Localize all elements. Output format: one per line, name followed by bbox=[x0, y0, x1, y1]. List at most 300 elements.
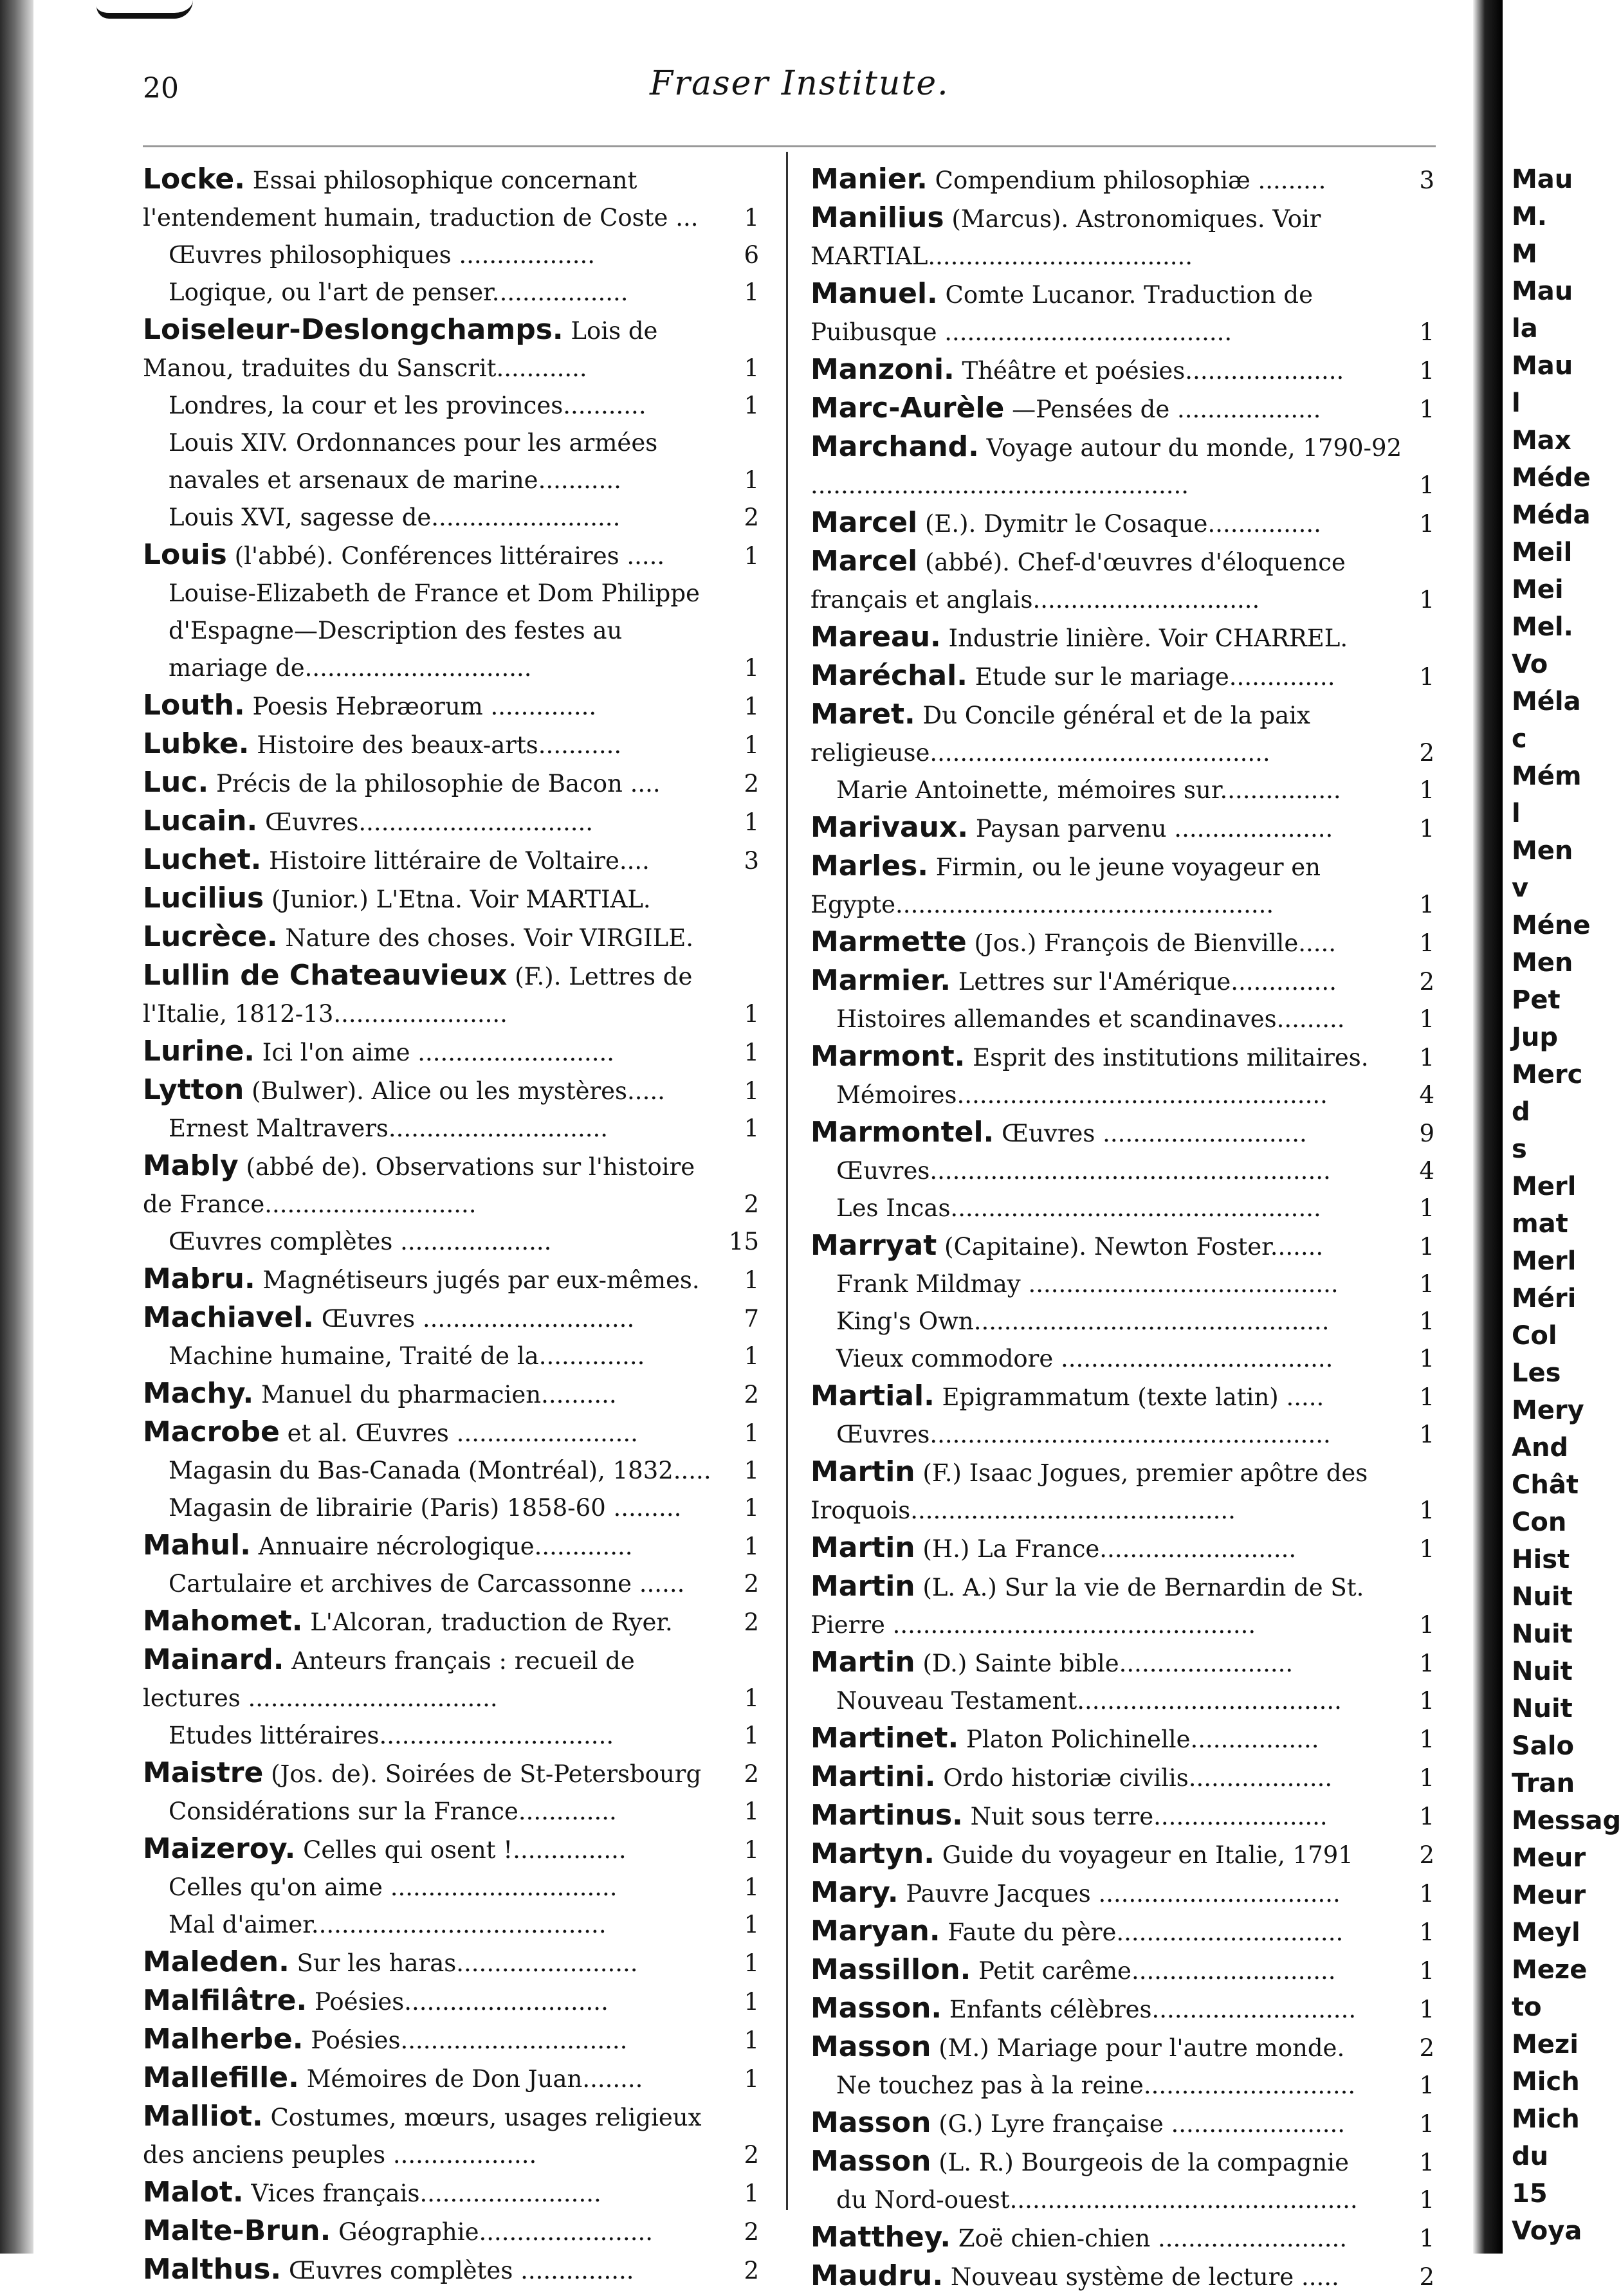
title-text: Paysan parvenu ..................... bbox=[975, 815, 1333, 843]
fragment-line: Mém bbox=[1512, 761, 1582, 791]
fragment-line: Mezi bbox=[1512, 2030, 1579, 2059]
catalog-entry bbox=[143, 2059, 759, 2098]
catalog-entry bbox=[811, 1416, 1434, 1453]
fragment-line: Meil bbox=[1512, 538, 1573, 567]
catalog-entry bbox=[143, 803, 759, 841]
fragment-line: to bbox=[1512, 1992, 1542, 2022]
volume-count: 1 bbox=[744, 1949, 759, 1977]
title-text: Marie Antoinette, mémoires sur................ bbox=[836, 776, 1341, 804]
volume-count: 1 bbox=[1419, 2186, 1434, 2214]
fragment-line: Mau bbox=[1512, 351, 1573, 381]
volume-count: 1 bbox=[744, 1494, 759, 1522]
catalog-entry bbox=[811, 2219, 1434, 2257]
title-text: Londres, la cour et les provinces........... bbox=[169, 392, 646, 419]
author-name: Marmette bbox=[811, 925, 967, 958]
author-name: Malherbe. bbox=[143, 2023, 304, 2055]
author-name: Marryat bbox=[811, 1229, 937, 1262]
title-text: Firmin, ou le jeune voyageur en Egypte.................................................. bbox=[811, 853, 1321, 918]
title-text: Œuvres philosophiques .................. bbox=[169, 241, 596, 269]
catalog-entry bbox=[143, 1565, 759, 1603]
title-text: Platon Polichinelle................. bbox=[966, 1726, 1319, 1753]
title-text: Petit carême........................... bbox=[978, 1957, 1336, 1985]
volume-count: 1 bbox=[1419, 1918, 1434, 1946]
volume-count: 7 bbox=[744, 1305, 759, 1333]
fragment-line: Mery bbox=[1512, 1396, 1584, 1425]
catalog-entry bbox=[143, 1754, 759, 1793]
catalog-entry bbox=[143, 1414, 759, 1452]
title-text: L'Alcoran, traduction de Ryer. bbox=[310, 1608, 673, 1636]
fragment-line: l bbox=[1512, 799, 1521, 828]
volume-count: 1 bbox=[744, 354, 759, 382]
fragment-line: Méne bbox=[1512, 911, 1591, 940]
volume-count: 3 bbox=[744, 847, 759, 875]
book-spine bbox=[1473, 0, 1503, 2254]
fragment-line: Meyl bbox=[1512, 1918, 1580, 1947]
fragment-line: Méde bbox=[1512, 463, 1591, 493]
author-name: Martial. bbox=[811, 1380, 935, 1412]
author-name: Manier. bbox=[811, 163, 928, 196]
title-text: (F.). Lettres de l'Italie, 1812-13....................... bbox=[143, 963, 693, 1028]
author-name: Mahul. bbox=[143, 1529, 251, 1562]
volume-count: 1 bbox=[744, 1722, 759, 1749]
volume-count: 1 bbox=[1419, 396, 1434, 423]
title-text: Mémoires de Don Juan........ bbox=[306, 2065, 643, 2093]
catalog-entry bbox=[143, 274, 759, 311]
left-column bbox=[143, 161, 759, 2290]
volume-count: 1 bbox=[744, 1873, 759, 1901]
title-text: Lois de Manou, traduites du Sanscrit............ bbox=[143, 317, 658, 382]
catalog-entry bbox=[811, 1227, 1434, 1266]
title-text: (l'abbé). Conférences littéraires ..... bbox=[234, 542, 665, 570]
title-text: Voyage autour du monde, 1790-92 .................................................. bbox=[811, 434, 1402, 499]
title-text: Nuit sous terre....................... bbox=[970, 1803, 1328, 1830]
fragment-line: Max bbox=[1512, 426, 1571, 455]
catalog-entry bbox=[811, 1190, 1434, 1227]
volume-count: 1 bbox=[744, 2027, 759, 2054]
author-name: Mareau. bbox=[811, 621, 941, 653]
title-text: Celles qui osent !............... bbox=[303, 1836, 627, 1864]
volume-count: 1 bbox=[1419, 1957, 1434, 1985]
fragment-line: Meze bbox=[1512, 1955, 1588, 1985]
author-name: Maret. bbox=[811, 698, 915, 731]
catalog-entry bbox=[143, 237, 759, 274]
author-name: Mably bbox=[143, 1149, 239, 1182]
title-text: (Capitaine). Newton Foster....... bbox=[944, 1233, 1324, 1261]
author-name: Masson. bbox=[811, 1992, 942, 2025]
author-name: Manuel. bbox=[811, 277, 938, 310]
catalog-entry bbox=[143, 918, 722, 957]
catalog-entry bbox=[143, 2251, 759, 2290]
author-name: Maréchal. bbox=[811, 659, 967, 692]
title-text: Logique, ou l'art de penser.................. bbox=[169, 278, 628, 306]
author-name: Loiseleur-Deslongchamps. bbox=[143, 313, 563, 346]
catalog-entry bbox=[811, 772, 1434, 809]
title-text: —Pensées de ................... bbox=[1012, 396, 1321, 423]
catalog-entry bbox=[143, 1110, 759, 1147]
catalog-entry bbox=[143, 764, 759, 803]
title-text: Ici l'on aime .......................... bbox=[262, 1039, 615, 1066]
catalog-entry bbox=[143, 1982, 759, 2021]
volume-count: 1 bbox=[744, 654, 759, 682]
catalog-entry bbox=[811, 2104, 1434, 2143]
fragment-line: Nuit bbox=[1512, 1657, 1573, 1686]
volume-count: 1 bbox=[744, 466, 759, 494]
title-text: Histoire des beaux-arts........... bbox=[257, 731, 622, 759]
title-text: Ernest Maltravers............................. bbox=[169, 1115, 608, 1142]
author-name: Louth. bbox=[143, 689, 245, 722]
volume-count: 1 bbox=[1419, 891, 1434, 918]
volume-count: 2 bbox=[1419, 739, 1434, 767]
volume-count: 1 bbox=[1419, 1803, 1434, 1830]
fragment-line: Col bbox=[1512, 1321, 1557, 1351]
title-text: Magasin de librairie (Paris) 1858-60 ......... bbox=[169, 1494, 682, 1522]
volume-count: 1 bbox=[1419, 586, 1434, 614]
author-name: Malthus. bbox=[143, 2253, 282, 2286]
title-text: Louis XVI, sagesse de......................... bbox=[169, 504, 621, 531]
catalog-entry bbox=[143, 161, 759, 237]
author-name: Luchet. bbox=[143, 843, 262, 876]
title-text: Cartulaire et archives de Carcassonne ...... bbox=[169, 1570, 685, 1598]
volume-count: 1 bbox=[744, 1342, 759, 1370]
volume-count: 2 bbox=[744, 2257, 759, 2284]
catalog-entry bbox=[811, 696, 1434, 772]
catalog-entry bbox=[143, 1944, 759, 1982]
author-name: Marles. bbox=[811, 850, 929, 882]
fragment-line: Méda bbox=[1512, 500, 1591, 530]
fragment-line: Mei bbox=[1512, 575, 1564, 605]
fragment-line: Meur bbox=[1512, 1843, 1586, 1873]
catalog-entry bbox=[143, 1033, 759, 1071]
author-name: Lucain. bbox=[143, 805, 258, 837]
catalog-entry bbox=[811, 428, 1434, 504]
title-text: Compendium philosophiæ ......... bbox=[935, 167, 1326, 194]
volume-count: 1 bbox=[1419, 1880, 1434, 1908]
volume-count: 1 bbox=[1419, 1497, 1434, 1524]
volume-count: 4 bbox=[1419, 1081, 1434, 1109]
catalog-entry bbox=[811, 1644, 1434, 1682]
title-text: Anteurs français : recueil de lectures ................................. bbox=[143, 1647, 635, 1712]
catalog-entry bbox=[143, 725, 759, 764]
volume-count: 1 bbox=[1419, 2225, 1434, 2252]
title-text: Vieux commodore .................................... bbox=[836, 1345, 1333, 1372]
catalog-entry bbox=[811, 1153, 1434, 1190]
author-name: Mary. bbox=[811, 1876, 899, 1909]
catalog-entry bbox=[811, 1874, 1434, 1913]
volume-count: 1 bbox=[1419, 1194, 1434, 1222]
volume-count: 1 bbox=[1419, 357, 1434, 385]
catalog-entry bbox=[811, 619, 1415, 657]
catalog-entry bbox=[143, 1490, 759, 1527]
volume-count: 2 bbox=[1419, 1841, 1434, 1869]
volume-count: 1 bbox=[744, 204, 759, 232]
volume-count: 1 bbox=[744, 693, 759, 720]
volume-count: 1 bbox=[744, 1039, 759, 1066]
catalog-entry bbox=[143, 1906, 759, 1944]
catalog-entry bbox=[143, 1299, 759, 1338]
fragment-line: Men bbox=[1512, 836, 1573, 866]
fragment-line: Hist bbox=[1512, 1545, 1570, 1574]
volume-count: 1 bbox=[1419, 1307, 1434, 1335]
catalog-entry bbox=[143, 1261, 759, 1299]
catalog-entry bbox=[811, 2257, 1434, 2296]
volume-count: 1 bbox=[744, 542, 759, 570]
author-name: Marcel bbox=[811, 506, 918, 539]
title-text: Nouveau Testament................................... bbox=[836, 1687, 1342, 1715]
volume-count: 1 bbox=[744, 1836, 759, 1864]
catalog-entry bbox=[143, 575, 759, 687]
fragment-line: du bbox=[1512, 2142, 1549, 2171]
author-name: Lurine. bbox=[143, 1035, 255, 1068]
volume-count: 2 bbox=[744, 2141, 759, 2169]
author-name: Louis bbox=[143, 538, 227, 571]
fragment-line: d bbox=[1512, 1097, 1530, 1127]
volume-count: 1 bbox=[744, 731, 759, 759]
catalog-entry bbox=[811, 1114, 1434, 1153]
title-text: Celles qu'on aime .............................. bbox=[169, 1873, 618, 1901]
catalog-entry bbox=[143, 1071, 759, 1110]
page-number: 20 bbox=[143, 72, 179, 105]
author-name: Malfilâtre. bbox=[143, 1984, 307, 2017]
volume-count: 1 bbox=[1419, 1687, 1434, 1715]
volume-count: 1 bbox=[1419, 1764, 1434, 1792]
volume-count: 1 bbox=[744, 278, 759, 306]
volume-count: 2 bbox=[744, 1190, 759, 1218]
fragment-line: M. bbox=[1512, 202, 1547, 232]
volume-count: 1 bbox=[1419, 663, 1434, 691]
volume-count: 1 bbox=[744, 392, 759, 419]
catalog-entry bbox=[811, 275, 1434, 351]
volume-count: 2 bbox=[1419, 968, 1434, 996]
catalog-entry bbox=[811, 924, 1434, 962]
title-text: Poésies.............................. bbox=[311, 2027, 628, 2054]
title-text: Etude sur le mariage.............. bbox=[975, 663, 1335, 691]
title-text: Annuaire nécrologique............. bbox=[258, 1533, 633, 1560]
catalog-entry bbox=[811, 351, 1434, 390]
author-name: Manilius bbox=[811, 201, 944, 234]
fragment-line: Mau bbox=[1512, 277, 1573, 306]
fragment-line: Nuit bbox=[1512, 1694, 1573, 1724]
volume-count: 1 bbox=[1419, 471, 1434, 499]
fragment-line: And bbox=[1512, 1433, 1569, 1462]
fragment-line: Merl bbox=[1512, 1172, 1577, 1201]
ink-mark bbox=[96, 0, 193, 19]
catalog-entry bbox=[811, 199, 1415, 275]
author-name: Lucrèce. bbox=[143, 920, 278, 953]
title-text: Costumes, mœurs, usages religieux des anciens peuples ................... bbox=[143, 2104, 702, 2169]
fragment-line: M bbox=[1512, 239, 1537, 269]
volume-count: 1 bbox=[1419, 1996, 1434, 2023]
title-text: Poésies........................... bbox=[315, 1988, 609, 2016]
fragment-line: Vo bbox=[1512, 650, 1548, 679]
running-head: Fraser Institute. bbox=[650, 64, 949, 103]
fragment-line: Merc bbox=[1512, 1060, 1583, 1089]
author-name: Marchand. bbox=[811, 430, 979, 463]
fragment-line: Meur bbox=[1512, 1881, 1586, 1910]
author-name: Machiavel. bbox=[143, 1301, 314, 1334]
catalog-entry bbox=[811, 1913, 1434, 1951]
fragment-line: Men bbox=[1512, 948, 1573, 978]
title-text: Esprit des institutions militaires. bbox=[973, 1044, 1369, 1071]
author-name: Martini. bbox=[811, 1760, 936, 1793]
fragment-line: v bbox=[1512, 873, 1529, 903]
title-text: Œuvres..................................................... bbox=[836, 1157, 1331, 1185]
author-name: Lubke. bbox=[143, 727, 250, 760]
author-name: Marmont. bbox=[811, 1040, 966, 1073]
fragment-line: s bbox=[1512, 1134, 1527, 1164]
volume-count: 1 bbox=[744, 1533, 759, 1560]
title-text: Sur les haras........................ bbox=[297, 1949, 638, 1977]
volume-count: 1 bbox=[1419, 1233, 1434, 1261]
catalog-entry bbox=[811, 1682, 1434, 1720]
catalog-entry bbox=[143, 1717, 759, 1754]
catalog-entry bbox=[143, 1603, 759, 1641]
author-name: Mahomet. bbox=[143, 1605, 303, 1637]
volume-count: 1 bbox=[744, 1684, 759, 1712]
catalog-entry bbox=[811, 1266, 1434, 1303]
catalog-entry bbox=[811, 1077, 1434, 1114]
volume-count: 1 bbox=[1419, 318, 1434, 346]
volume-count: 1 bbox=[744, 1419, 759, 1447]
catalog-entry bbox=[811, 2143, 1434, 2182]
fragment-line: la bbox=[1512, 314, 1538, 343]
author-name: Marcel bbox=[811, 545, 918, 578]
fragment-line: Nuit bbox=[1512, 1582, 1573, 1612]
title-text: Œuvres complètes ............... bbox=[288, 2257, 634, 2284]
author-name: Martin bbox=[811, 1646, 915, 1679]
title-text: (L. A.) Sur la vie de Bernardin de St. Pierre ................................................ bbox=[811, 1574, 1364, 1639]
title-text: Enfants célèbres........................... bbox=[949, 1996, 1357, 2023]
catalog-entry bbox=[811, 848, 1434, 924]
title-text: (F.) Isaac Jogues, premier apôtre des Iroquois........................................... bbox=[811, 1459, 1368, 1524]
volume-count: 1 bbox=[1419, 1044, 1434, 1071]
volume-count: 3 bbox=[1419, 167, 1434, 194]
author-name: Lullin de Chateauvieux bbox=[143, 959, 508, 992]
title-text: et al. Œuvres ........................ bbox=[287, 1419, 638, 1447]
title-text: Du Concile général et de la paix religieuse............................................. bbox=[811, 702, 1310, 767]
title-text: King's Own............................................... bbox=[836, 1307, 1330, 1335]
author-name: Marmontel. bbox=[811, 1116, 994, 1149]
volume-count: 1 bbox=[744, 1000, 759, 1028]
catalog-entry bbox=[143, 2174, 759, 2212]
volume-count: 1 bbox=[1419, 929, 1434, 957]
title-text: Poesis Hebræorum .............. bbox=[252, 693, 597, 720]
catalog-entry bbox=[143, 424, 759, 499]
title-text: Comte Lucanor. Traduction de Puibusque ...................................... bbox=[811, 281, 1313, 346]
title-text: Epigrammatum (texte latin) ..... bbox=[942, 1383, 1324, 1411]
catalog-entry bbox=[143, 387, 759, 424]
volume-count: 9 bbox=[1419, 1120, 1434, 1147]
fragment-line: Voya bbox=[1512, 2216, 1582, 2246]
title-text: (D.) Sainte bible....................... bbox=[922, 1650, 1294, 1677]
title-text: Les Incas................................................. bbox=[836, 1194, 1321, 1222]
fragment-line: Jup bbox=[1512, 1023, 1558, 1052]
title-text: Magnétiseurs jugés par eux-mêmes. bbox=[262, 1266, 700, 1294]
catalog-entry bbox=[811, 1951, 1434, 1990]
fragment-line: Mich bbox=[1512, 2067, 1580, 2097]
catalog-entry bbox=[811, 1990, 1434, 2028]
title-text: Frank Mildmay ......................................... bbox=[836, 1270, 1339, 1298]
title-text: Œuvres ............................ bbox=[321, 1305, 635, 1333]
volume-count: 1 bbox=[744, 1457, 759, 1484]
volume-count: 4 bbox=[1419, 1157, 1434, 1185]
volume-count: 1 bbox=[1419, 2072, 1434, 2099]
title-text: (E.). Dymitr le Cosaque............... bbox=[924, 510, 1321, 538]
author-name: Martyn. bbox=[811, 1837, 935, 1870]
title-text: (Marcus). Astronomiques. Voir MARTIAL................................... bbox=[811, 205, 1321, 270]
fragment-line: Mich bbox=[1512, 2104, 1580, 2134]
title-text: Considérations sur la France............. bbox=[169, 1798, 617, 1825]
fragment-line: l bbox=[1512, 388, 1521, 418]
volume-count: 1 bbox=[1419, 1005, 1434, 1033]
author-name: Machy. bbox=[143, 1377, 254, 1410]
catalog-entry bbox=[143, 2021, 759, 2059]
scan-left-edge bbox=[0, 0, 33, 2254]
author-name: Marivaux. bbox=[811, 811, 969, 844]
volume-count: 1 bbox=[744, 1077, 759, 1105]
catalog-entry bbox=[143, 1338, 759, 1375]
catalog-entry bbox=[811, 1529, 1434, 1568]
title-text: Etudes littéraires............................... bbox=[169, 1722, 614, 1749]
catalog-entry bbox=[143, 1793, 759, 1830]
author-name: Marc-Aurèle bbox=[811, 392, 1005, 424]
fragment-line: 15 bbox=[1512, 2179, 1548, 2209]
volume-count: 1 bbox=[1419, 1726, 1434, 1753]
author-name: Lytton bbox=[143, 1073, 244, 1106]
title-text: Œuvres ........................... bbox=[1002, 1120, 1307, 1147]
title-text: Œuvres............................... bbox=[265, 808, 594, 836]
volume-count: 1 bbox=[744, 1115, 759, 1142]
catalog-entry bbox=[143, 536, 759, 575]
volume-count: 1 bbox=[1419, 2110, 1434, 2138]
author-name: Mabru. bbox=[143, 1262, 255, 1295]
title-text: Louise-Elizabeth de France et Dom Philippe d'Espagne—Description des festes au mariage de.............................. bbox=[169, 579, 700, 682]
title-text: Faute du père.............................. bbox=[948, 1918, 1344, 1946]
catalog-entry bbox=[811, 2028, 1434, 2067]
volume-count: 1 bbox=[1419, 1650, 1434, 1677]
title-text: Histoire littéraire de Voltaire.... bbox=[269, 847, 650, 875]
volume-count: 2 bbox=[744, 2218, 759, 2246]
volume-count: 2 bbox=[1419, 2263, 1434, 2291]
title-text: (M.) Mariage pour l'autre monde. bbox=[939, 2034, 1345, 2062]
catalog-entry bbox=[811, 1797, 1434, 1836]
title-text: (Jos.) François de Bienville..... bbox=[974, 929, 1337, 957]
fragment-line: Mel. bbox=[1512, 612, 1573, 642]
volume-count: 1 bbox=[744, 1798, 759, 1825]
author-name: Macrobe bbox=[143, 1416, 280, 1448]
author-name: Lucilius bbox=[143, 882, 264, 915]
author-name: Masson bbox=[811, 2030, 931, 2063]
fragment-line: Con bbox=[1512, 1508, 1567, 1537]
title-text: Œuvres..................................................... bbox=[836, 1421, 1331, 1448]
fragment-line: c bbox=[1512, 724, 1527, 754]
title-text: Géographie....................... bbox=[338, 2218, 653, 2246]
column-divider bbox=[786, 152, 788, 2210]
catalog-entry bbox=[143, 687, 759, 725]
author-name: Malot. bbox=[143, 2176, 244, 2209]
catalog-entry bbox=[143, 1830, 759, 1869]
author-name: Malte-Brun. bbox=[143, 2214, 331, 2247]
fragment-line: Chât bbox=[1512, 1470, 1579, 1500]
catalog-entry bbox=[811, 962, 1434, 1001]
title-text: (G.) Lyre française ....................... bbox=[939, 2110, 1346, 2138]
author-name: Luc. bbox=[143, 766, 209, 799]
title-text: Guide du voyageur en Italie, 1791 bbox=[942, 1841, 1353, 1869]
catalog-entry bbox=[811, 1378, 1434, 1416]
title-text: (abbé). Chef-d'œuvres d'éloquence français et anglais.............................. bbox=[811, 549, 1346, 614]
catalog-entry bbox=[811, 1038, 1434, 1077]
author-name: Mainard. bbox=[143, 1643, 284, 1676]
title-text: Industrie linière. Voir CHARREL. bbox=[948, 624, 1348, 652]
